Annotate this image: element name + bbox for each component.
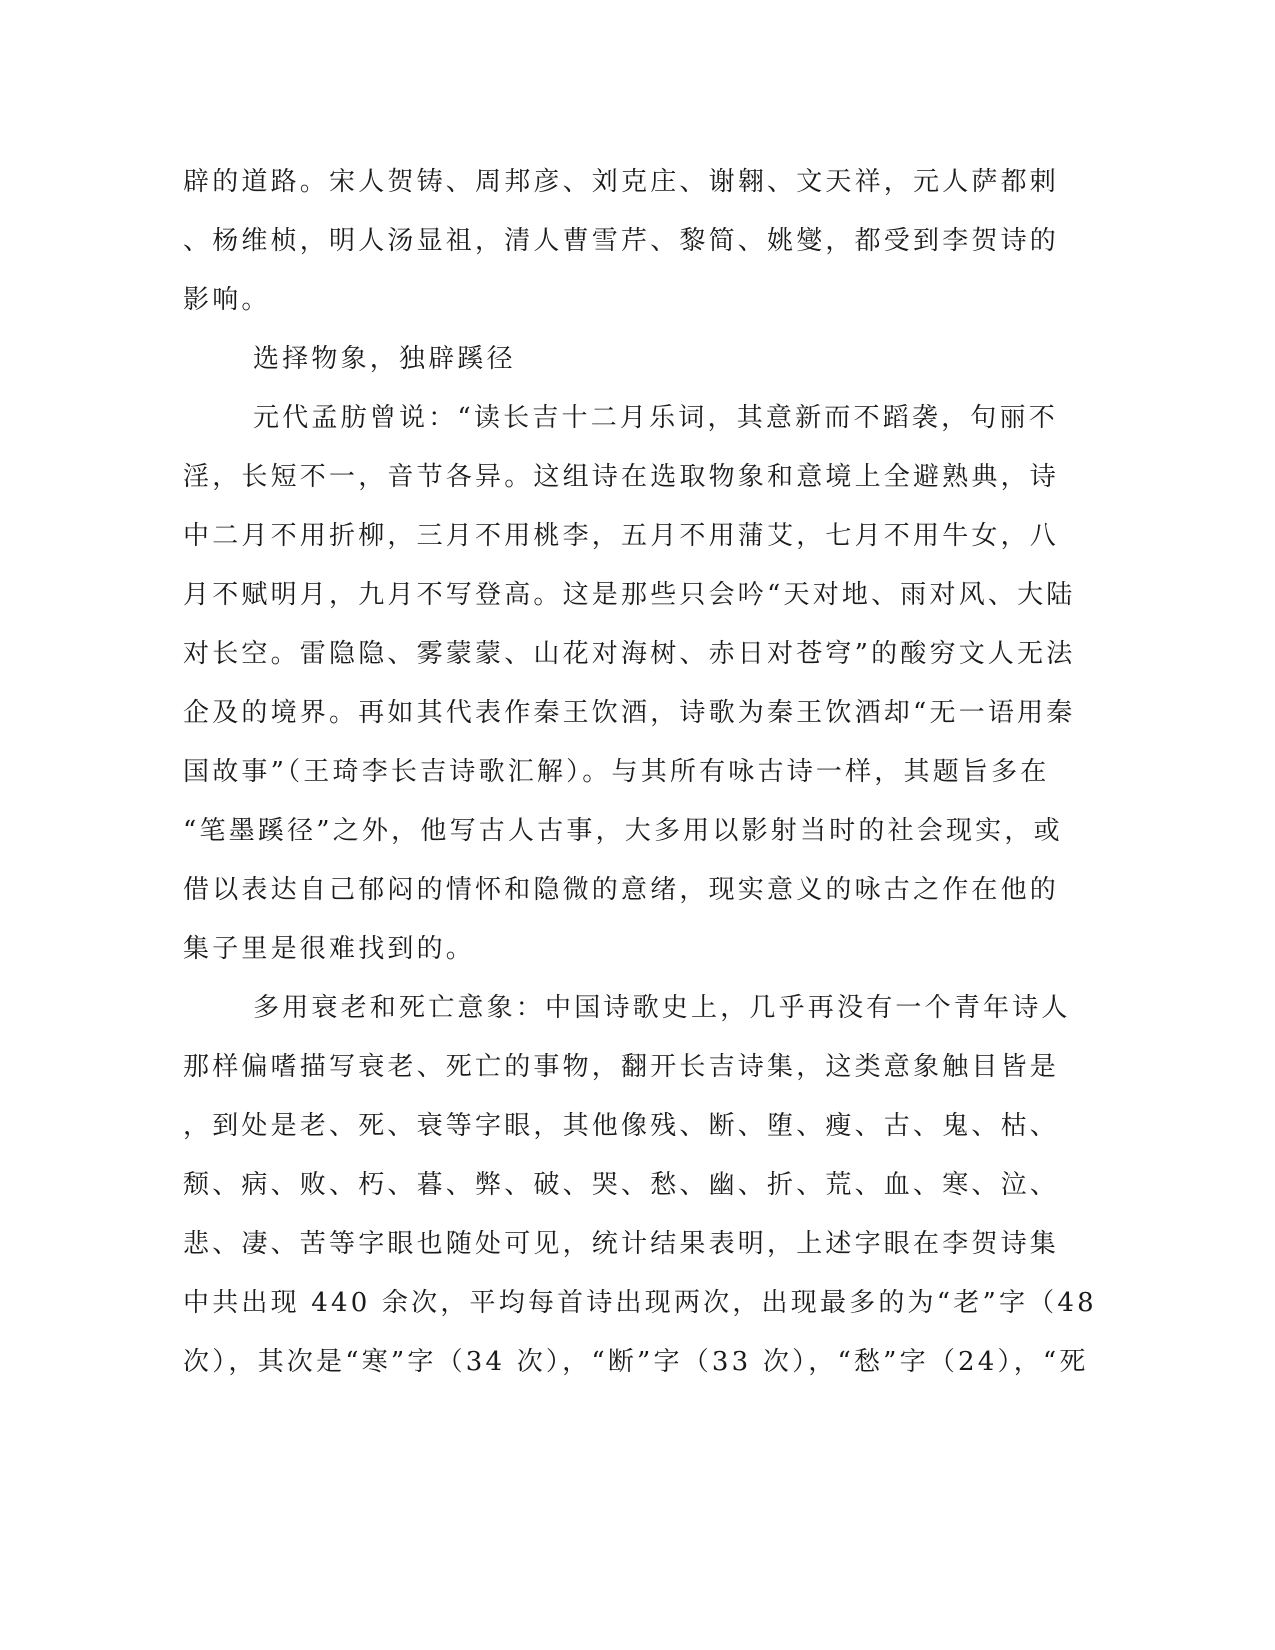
text-line-6: 淫，长短不一，音节各异。这组诗在选取物象和意境上全避熟典，诗 bbox=[183, 462, 1060, 492]
text-line-14: 集子里是很难找到的。 bbox=[183, 934, 476, 964]
text-line-18: 颓、病、败、朽、暮、弊、破、哭、愁、幽、折、荒、血、寒、泣、 bbox=[183, 1170, 1060, 1200]
text-line-15: 多用衰老和死亡意象：中国诗歌史上，几乎再没有一个青年诗人 bbox=[253, 993, 1071, 1023]
text-line-1: 辟的道路。宋人贺铸、周邦彦、刘克庄、谢翱、文天祥，元人萨都剌 bbox=[183, 167, 1060, 197]
text-line-19: 悲、凄、苦等字眼也随处可见，统计结果表明，上述字眼在李贺诗集 bbox=[183, 1229, 1060, 1259]
text-line-16: 那样偏嗜描写衰老、死亡的事物，翻开长吉诗集，这类意象触目皆是 bbox=[183, 1052, 1060, 1082]
text-line-17: ，到处是老、死、衰等字眼，其他像残、断、堕、瘦、古、鬼、枯、 bbox=[183, 1111, 1060, 1141]
text-line-13: 借以表达自己郁闷的情怀和隐微的意绪，现实意义的咏古之作在他的 bbox=[183, 875, 1060, 905]
text-line-21: 次），其次是“寒”字（34 次），“断”字（33 次），“愁”字（24），“死 bbox=[183, 1347, 1089, 1377]
text-line-2: 、杨维桢，明人汤显祖，清人曹雪芹、黎简、姚燮，都受到李贺诗的 bbox=[183, 226, 1060, 256]
text-line-8: 月不赋明月，九月不写登高。这是那些只会吟“天对地、雨对风、大陆 bbox=[183, 580, 1076, 610]
text-line-10: 企及的境界。再如其代表作秦王饮酒，诗歌为秦王饮酒却“无一语用秦 bbox=[183, 698, 1076, 728]
text-line-20: 中共出现 440 余次，平均每首诗出现两次，出现最多的为“老”字（48 bbox=[183, 1288, 1097, 1318]
text-line-7: 中二月不用折柳，三月不用桃李，五月不用蒲艾，七月不用牛女，八 bbox=[183, 521, 1060, 551]
text-line-12: “笔墨蹊径”之外，他写古人古事，大多用以影射当时的社会现实，或 bbox=[183, 816, 1063, 846]
text-line-3: 影响。 bbox=[183, 285, 271, 315]
text-line-9: 对长空。雷隐隐、雾蒙蒙、山花对海树、赤日对苍穹”的酸穷文人无法 bbox=[183, 639, 1076, 669]
text-line-11: 国故事”（王琦李长吉诗歌汇解）。与其所有咏古诗一样，其题旨多在 bbox=[183, 757, 1050, 787]
text-line-5: 元代孟肪曾说：“读长吉十二月乐词，其意新而不蹈袭，句丽不 bbox=[253, 403, 1058, 433]
section-heading: 选择物象，独辟蹊径 bbox=[253, 344, 516, 374]
